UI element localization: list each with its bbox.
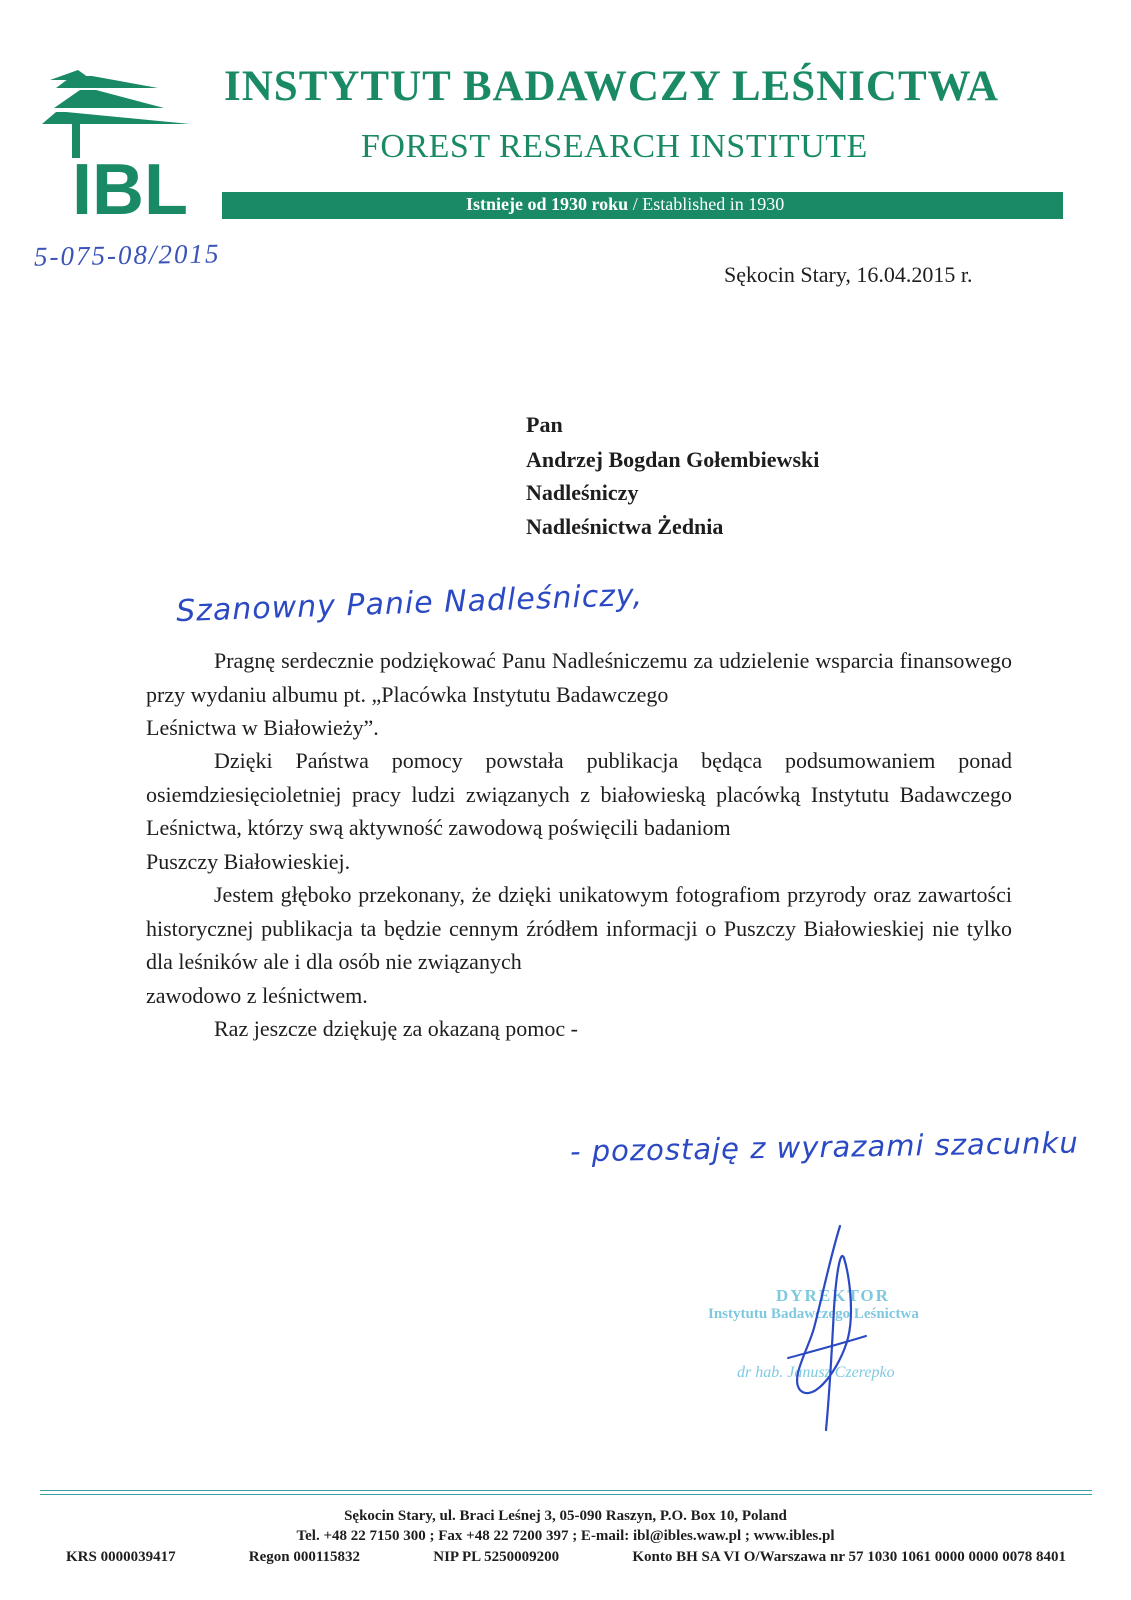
paragraph-1-text: Pragnę serdecznie podziękować Panu Nadleśniczemu za udzielenie wsparcia finansowego przy wydaniu albumu pt. „Placówka Instytutu Badawczego [146,648,1012,707]
established-en: Established in 1930 [642,194,785,214]
institute-name-pl: INSTYTUT BADAWCZY LEŚNICTWA [224,63,999,110]
footer-krs: KRS 0000039417 [66,1549,176,1565]
paragraph-3-text: Jestem głęboko przekonany, że dzięki unikatowym fotografiom przyrody oraz zawartości historycznej publikacja ta będzie cennym źródłem informacji o Puszczy Białowieskiej nie tylko dla leśników ale i dla osób nie związanych [146,882,1012,974]
logo-text: IBL [72,150,188,218]
paragraph-3 [146,878,1012,1012]
established-pl: Istnieje od 1930 roku [466,194,629,214]
footer-registration [66,1549,1066,1566]
reference-number: 5-075-08/2015 [33,238,221,272]
institute-name-en: FOREST RESEARCH INSTITUTE [361,128,868,165]
addressee-line-1: Pan [526,412,563,437]
paragraph-3-last-line: zawodowo z leśnictwem. [146,982,368,1008]
paragraph-4 [146,1012,1012,1046]
place-and-date: Sękocin Stary, 16.04.2015 r. [724,262,973,287]
addressee-line-2: Andrzej Bogdan Gołembiewski [526,447,820,472]
stamp-institution: Instytutu Badawczego Leśnictwa [708,1306,919,1322]
paragraph-2 [146,744,1012,878]
handwritten-salutation: Szanowny Panie Nadleśniczy, [175,577,644,630]
established-separator: / [628,194,643,214]
footer-address: Sękocin Stary, ul. Braci Leśnej 3, 05-090 Raszyn, P.O. Box 10, Poland [344,1508,787,1524]
stamp-title: DYREKTOR [776,1286,890,1305]
paragraph-1 [146,644,1012,745]
established-text [466,194,784,215]
footer-bank-account: Konto BH SA VI O/Warszawa nr 57 1030 1061 0000 0000 0078 8401 [632,1549,1066,1565]
footer-rule-top [40,1490,1092,1491]
footer-rule-bottom [40,1494,1092,1495]
footer-contact: Tel. +48 22 7150 300 ; Fax +48 22 7200 397 ; E-mail: ibl@ibles.waw.pl ; www.ibles.pl [296,1528,835,1544]
footer-regon: Regon 000115832 [248,1549,361,1565]
signature-scribble [770,1218,880,1438]
paragraph-2-text: Dzięki Państwa pomocy powstała publikacja będąca podsumowaniem ponad osiemdziesięcioletniej pracy ludzi związanych z białowieską placówką Instytutu Badawczego Leśnictwa, którzy swą aktywność zawodową poświęcili badaniom [146,748,1012,840]
stamp-name: dr hab. Janusz Czerepko [737,1364,895,1381]
ibl-logo [40,58,220,218]
paragraph-4-text: Raz jeszcze dziękuję za okazaną pomoc - [214,1016,579,1041]
footer-nip: NIP PL 5250009200 [433,1549,560,1565]
addressee-line-4: Nadleśnictwa Żednia [526,514,724,539]
paragraph-2-last-line: Puszczy Białowieskiej. [146,848,351,874]
paragraph-1-last-line: Leśnictwa w Białowieży”. [146,715,379,740]
handwritten-closing: - pozostaję z wyrazami szacunku [569,1125,1079,1169]
addressee-line-3: Nadleśniczy [526,480,639,505]
